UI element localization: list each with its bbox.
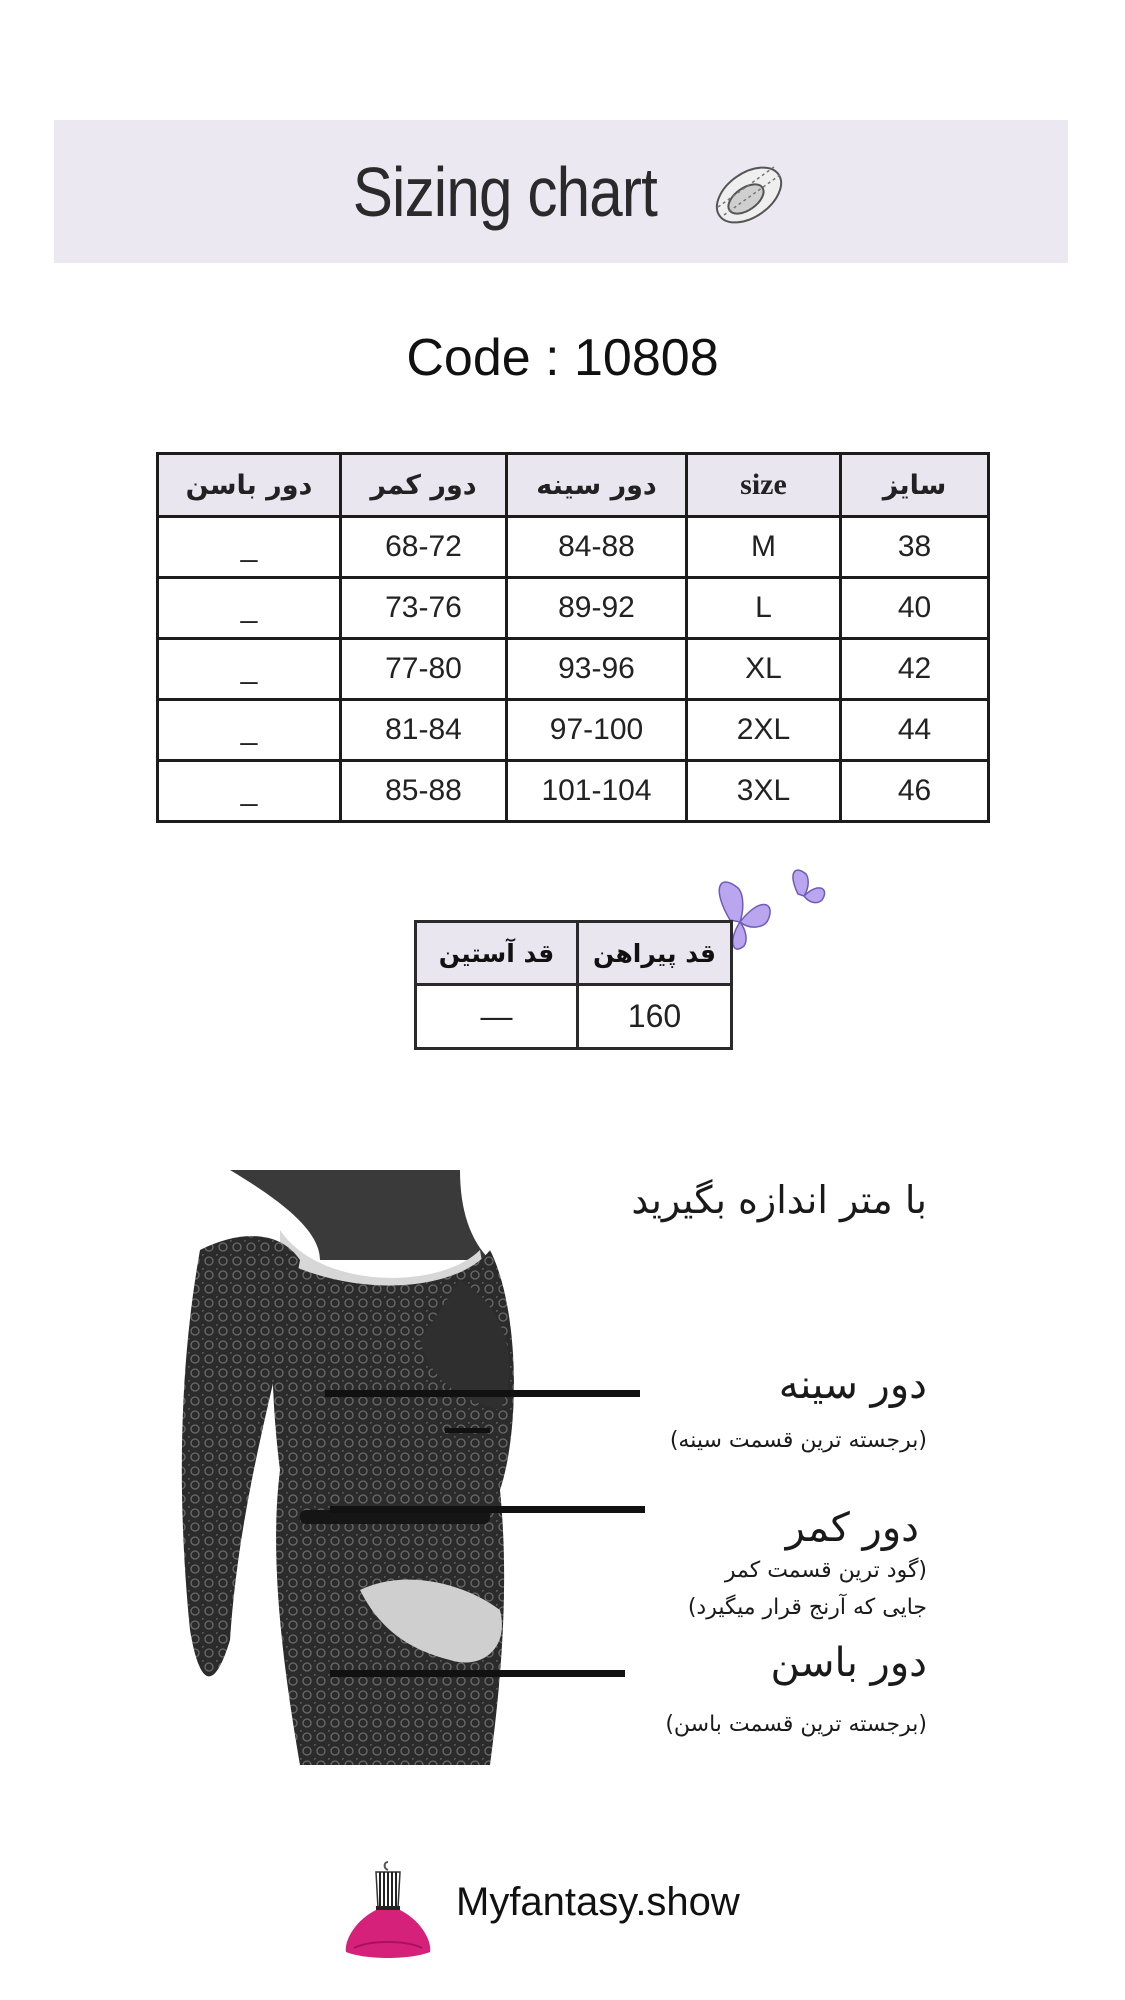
length-table	[414, 920, 733, 1050]
bust-label: دور سینه	[778, 1362, 927, 1408]
header-dress-length: قد پیراهن	[578, 922, 732, 985]
cell-hip: _	[158, 639, 341, 700]
header-size-fa: سایز	[841, 454, 989, 517]
cell-hip: _	[158, 578, 341, 639]
cell-size-letter: M	[687, 517, 841, 578]
cell-size-letter: L	[687, 578, 841, 639]
cell-bust: 84-88	[507, 517, 687, 578]
cell-sleeve-length: —	[416, 985, 578, 1049]
product-code: Code : 10808	[406, 329, 719, 387]
cell-waist: 81-84	[341, 700, 507, 761]
cell-bust: 93-96	[507, 639, 687, 700]
page-title: Sizing chart	[352, 152, 658, 231]
cell-waist: 77-80	[341, 639, 507, 700]
dress-logo-icon	[340, 1860, 436, 1964]
cell-size-number: 38	[841, 517, 989, 578]
length-table-header	[416, 922, 732, 985]
hip-label: دور باسن	[770, 1640, 927, 1686]
cell-bust: 97-100	[507, 700, 687, 761]
table-row	[158, 700, 989, 761]
cell-waist: 68-72	[341, 517, 507, 578]
table-row	[158, 517, 989, 578]
size-table-header	[158, 454, 989, 517]
model-photo	[160, 1170, 720, 1765]
header-bust: دور سینه	[507, 454, 687, 517]
cell-waist: 85-88	[341, 761, 507, 822]
cell-hip: _	[158, 761, 341, 822]
cell-hip: _	[158, 517, 341, 578]
header-size-en: size	[687, 454, 841, 517]
cell-hip: _	[158, 700, 341, 761]
header-sleeve-length: قد آستین	[416, 922, 578, 985]
cell-bust: 89-92	[507, 578, 687, 639]
cell-dress-length: 160	[578, 985, 732, 1049]
measure-instruction: با متر اندازه بگیرید	[631, 1178, 927, 1222]
cell-size-letter: XL	[687, 639, 841, 700]
header-hip: دور باسن	[158, 454, 341, 517]
table-row	[158, 761, 989, 822]
cell-size-number: 46	[841, 761, 989, 822]
title-banner	[54, 120, 1068, 263]
waist-note-2: جایی که آرنج قرار میگیرد)	[687, 1595, 927, 1620]
table-row	[416, 985, 732, 1049]
cell-waist: 73-76	[341, 578, 507, 639]
waist-note-1: (گود ترین قسمت کمر	[724, 1558, 927, 1583]
header-waist: دور کمر	[341, 454, 507, 517]
waist-label: دور کمر	[785, 1505, 919, 1551]
table-row	[158, 639, 989, 700]
table-row	[158, 578, 989, 639]
size-table	[156, 452, 990, 823]
cell-size-number: 42	[841, 639, 989, 700]
website-link[interactable]: Myfantasy.show	[456, 1880, 740, 1924]
measuring-tape-icon	[704, 145, 794, 239]
cell-size-letter: 2XL	[687, 700, 841, 761]
cell-size-letter: 3XL	[687, 761, 841, 822]
cell-size-number: 40	[841, 578, 989, 639]
cell-size-number: 44	[841, 700, 989, 761]
hip-note: (برجسته ترین قسمت باسن)	[665, 1712, 927, 1737]
bust-note: (برجسته ترین قسمت سینه)	[669, 1428, 927, 1453]
cell-bust: 101-104	[507, 761, 687, 822]
